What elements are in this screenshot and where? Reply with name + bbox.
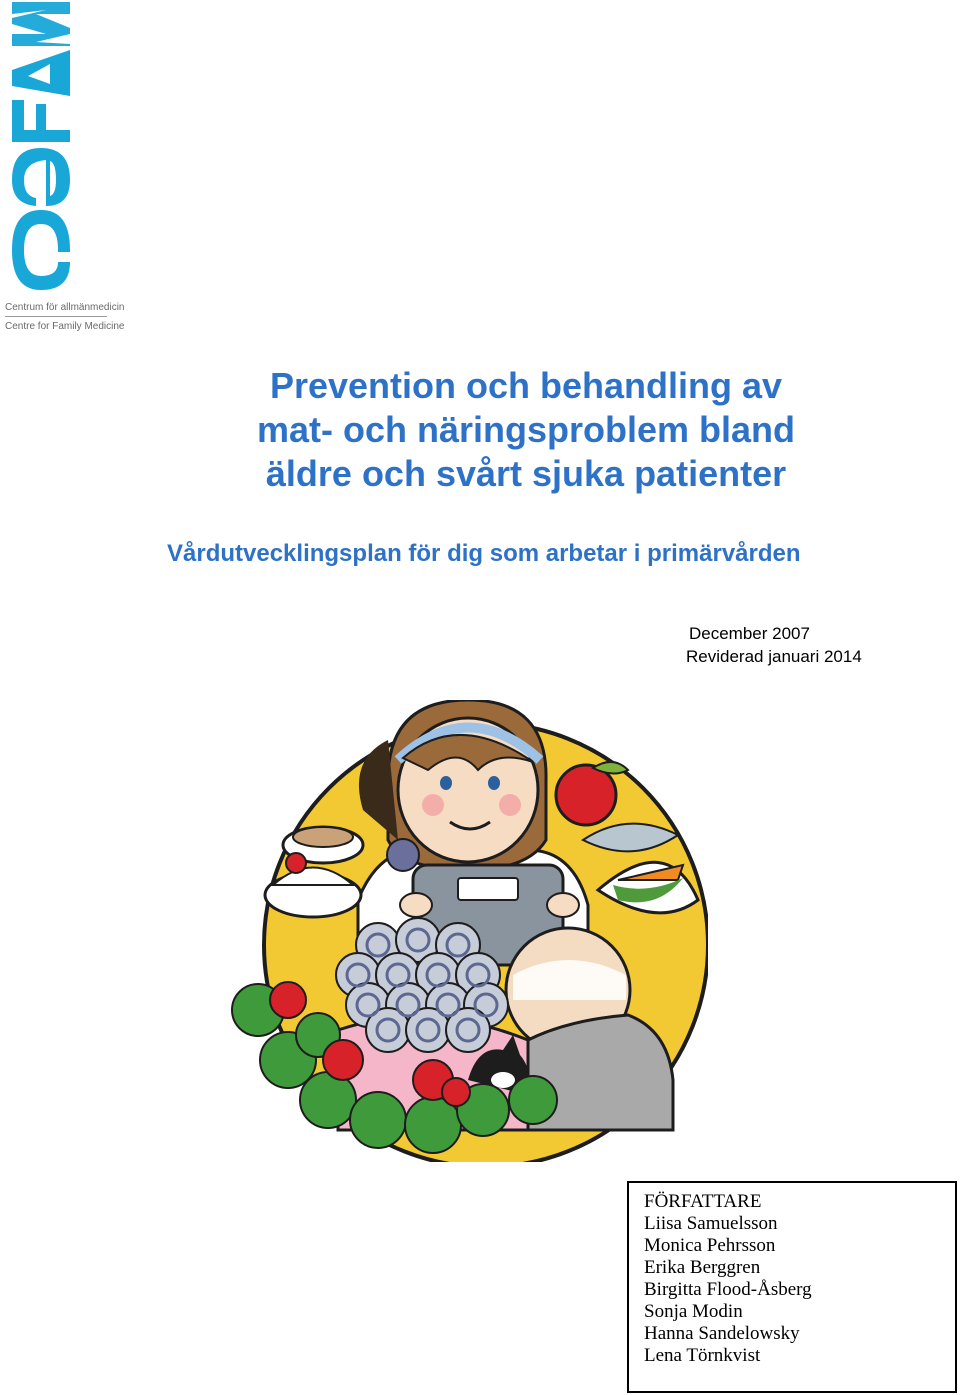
cefam-wordmark-icon — [6, 0, 76, 290]
document-dates — [686, 622, 862, 668]
author-name: Monica Pehrsson — [644, 1235, 776, 1256]
logo-subtitle-english: Centre for Family Medicine — [5, 321, 125, 332]
document-subtitle: Vårdutvecklingsplan för dig som arbetar i primärvården — [167, 540, 801, 567]
date-original: December 2007 — [689, 624, 810, 643]
author-name: Hanna Sandelowsky — [644, 1323, 800, 1344]
cefam-logo — [0, 0, 125, 340]
title-line-1: Prevention och behandling av — [269, 365, 783, 406]
title-line-2: mat- och näringsproblem bland — [256, 409, 796, 450]
title-line-3: äldre och svårt sjuka patienter — [265, 453, 787, 494]
logo-subtitle-swedish: Centrum för allmänmedicin — [5, 302, 125, 313]
author-name: Sonja Modin — [644, 1301, 743, 1322]
author-name: Birgitta Flood-Åsberg — [644, 1279, 812, 1300]
cefam-logo-mark — [6, 0, 76, 290]
authors-heading: FÖRFATTARE — [644, 1191, 762, 1212]
logo-divider — [5, 316, 107, 317]
cover-illustration — [228, 700, 708, 1162]
authors-box — [627, 1181, 957, 1393]
document-title — [0, 364, 960, 496]
date-revised: Reviderad januari 2014 — [686, 647, 862, 666]
author-name: Erika Berggren — [644, 1257, 761, 1278]
author-name: Liisa Samuelsson — [644, 1213, 778, 1234]
nurse-food-scale-illustration-icon — [228, 700, 708, 1162]
author-name: Lena Törnkvist — [644, 1345, 761, 1366]
